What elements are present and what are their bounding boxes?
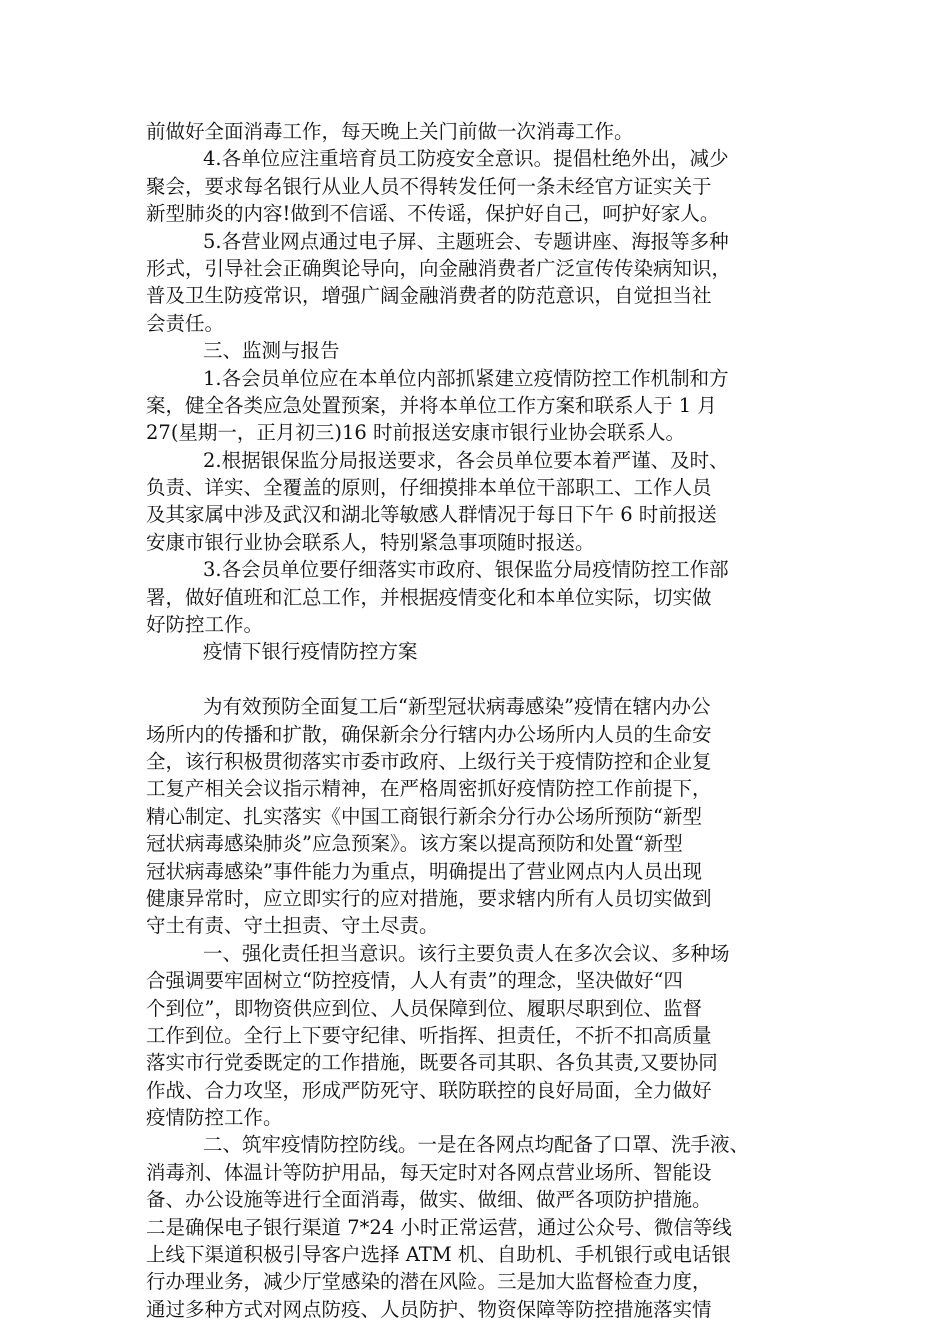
text-line: 场所内的传播和扩散，确保新余分行辖内办公场所内人员的生命安 — [146, 722, 712, 746]
text-line: 工复产相关会议指示精神，在严格周密抓好疫情防控工作前提下， — [146, 777, 712, 801]
text-line: 个到位”，即物资供应到位、人员保障到位、履职尽职到位、监督 — [146, 996, 702, 1020]
text-line: 1.各会员单位应在本单位内部抓紧建立疫情防控工作机制和方 — [203, 366, 729, 390]
text-line: 前做好全面消毒工作，每天晚上关门前做一次消毒工作。 — [146, 120, 634, 143]
text-line: 冠状病毒感染肺炎”应急预案》。该方案以提高预防和处置“新型 — [146, 832, 683, 856]
text-line: 3.各会员单位要仔细落实市政府、银保监分局疫情防控工作部 — [203, 558, 729, 582]
text-line: 精心制定、扎实落实《中国工商银行新余分行办公场所预防“新型 — [146, 804, 702, 828]
text-line: 三、监测与报告 — [203, 339, 340, 363]
text-line: 4.各单位应注重培育员工防疫安全意识。提倡杜绝外出，减少 — [203, 147, 729, 171]
text-line: 行办理业务，减少厅堂感染的潜在风险。三是加大监督检查力度， — [146, 1270, 712, 1294]
text-line: 工作到位。全行上下要守纪律、听指挥、担责任，不折不扣高质量 — [146, 1023, 712, 1047]
text-line: 安康市银行业协会联系人，特别紧急事项随时报送。 — [146, 530, 595, 554]
text-line: 为有效预防全面复工后“新型冠状病毒感染”疫情在辖内办公 — [203, 695, 711, 719]
text-line: 冠状病毒感染”事件能力为重点，明确提出了营业网点内人员出现 — [146, 859, 702, 883]
text-line: 合强调要牢固树立“防控疫情，人人有责”的理念，坚决做好“四 — [146, 969, 683, 993]
text-line: 27(星期一，正月初三)16 时前报送安康市银行业协会联系人。 — [146, 421, 686, 445]
text-line: 一、强化责任担当意识。该行主要负责人在多次会议、多种场 — [203, 941, 730, 965]
text-line: 消毒剂、体温计等防护用品，每天定时对各网点营业场所、智能设 — [146, 1160, 712, 1184]
text-line: 负责、详实、全覆盖的原则，仔细摸排本单位干部职工、工作人员 — [146, 476, 712, 500]
text-line: 备、办公设施等进行全面消毒，做实、做细、做严各项防护措施。 — [146, 1188, 712, 1212]
document-body — [146, 118, 806, 1323]
text-line: 聚会，要求每名银行从业人员不得转发任何一条未经官方证实关于 — [146, 174, 712, 198]
text-line: 作战、合力攻坚，形成严防死守、联防联控的良好局面，全力做好 — [146, 1078, 712, 1102]
text-line: 好防控工作。 — [146, 613, 264, 637]
text-line: 新型肺炎的内容!做到不信谣、不传谣，保护好自己，呵护好家人。 — [146, 202, 720, 226]
blank-line — [146, 666, 806, 693]
text-line: 疫情下银行疫情防控方案 — [203, 640, 418, 664]
text-line: 署，做好值班和汇总工作，并根据疫情变化和本单位实际，切实做 — [146, 585, 712, 609]
text-line: 通过多种方式对网点防疫、人员防护、物资保障等防控措施落实情 — [146, 1297, 712, 1321]
text-line: 全，该行积极贯彻落实市委市政府、上级行关于疫情防控和企业复 — [146, 749, 712, 773]
text-line: 守土有责、守土担责、守土尽责。 — [146, 914, 439, 938]
text-line: 案，健全各类应急处置预案，并将本单位工作方案和联系人于 1 月 — [146, 393, 717, 417]
text-line: 会责任。 — [146, 311, 225, 335]
text-line: 及其家属中涉及武汉和湖北等敏感人群情况于每日下午 6 时前报送 — [146, 503, 717, 527]
text-line: 5.各营业网点通过电子屏、主题班会、专题讲座、海报等多种 — [203, 229, 729, 253]
text-line: 二、筑牢疫情防控防线。一是在各网点均配备了口罩、洗手液、 — [203, 1133, 750, 1157]
text-line: 形式，引导社会正确舆论导向，向金融消费者广泛宣传传染病知识， — [146, 256, 732, 280]
text-line: 2.根据银保监分局报送要求，各会员单位要本着严谨、及时、 — [203, 448, 729, 472]
text-line: 普及卫生防疫常识，增强广阔金融消费者的防范意识，自觉担当社 — [146, 284, 712, 308]
text-line: 疫情防控工作。 — [146, 1106, 283, 1130]
text-line: 落实市行党委既定的工作措施，既要各司其职、各负其责,又要协同 — [146, 1051, 718, 1075]
text-line: 上线下渠道积极引导客户选择 ATM 机、自助机、手机银行或电话银 — [146, 1243, 731, 1267]
text-line: 二是确保电子银行渠道 7*24 小时正常运营，通过公众号、微信等线 — [146, 1215, 732, 1239]
text-line: 健康异常时，应立即实行的应对措施，要求辖内所有人员切实做到 — [146, 886, 712, 910]
